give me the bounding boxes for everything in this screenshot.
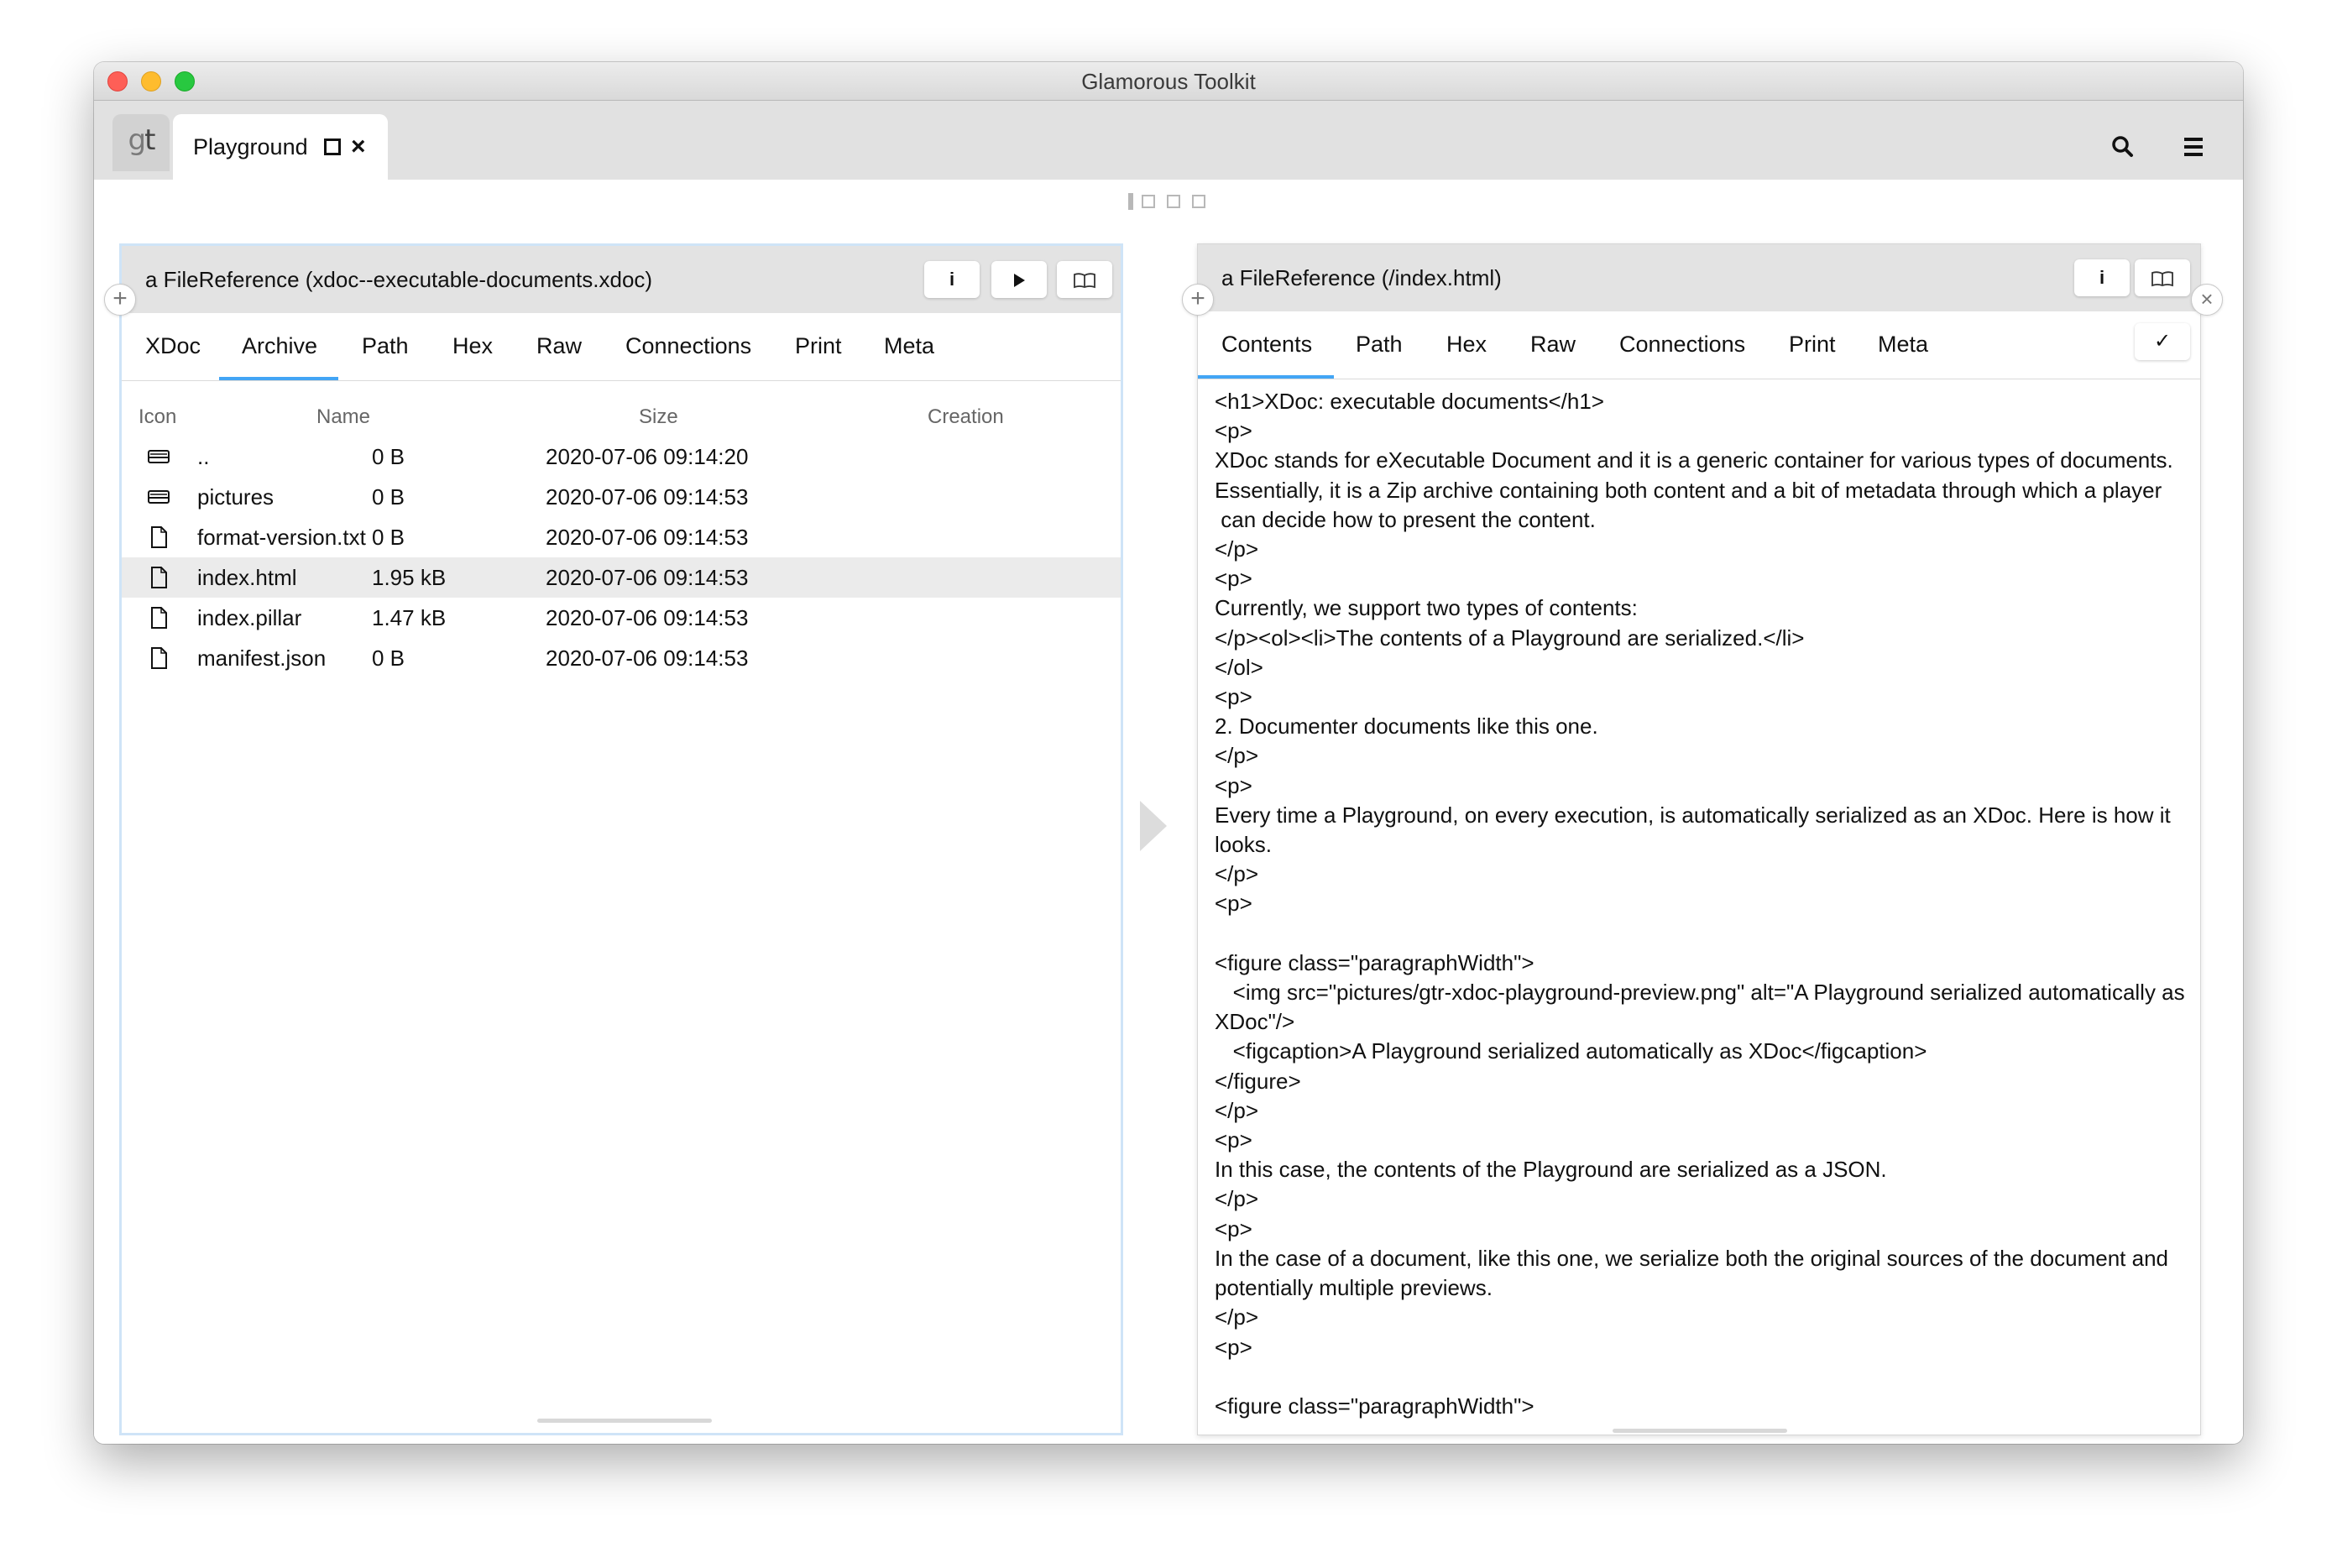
row-creation: 2020-07-06 09:14:53 [546,565,749,590]
row-name: .. [197,444,210,469]
file-icon [147,525,170,549]
row-name: manifest.json [197,645,327,671]
info-button[interactable]: i [924,261,980,298]
gt-logo[interactable] [112,114,170,171]
file-icon [147,566,170,589]
book-icon [2151,270,2173,287]
active-tab-indicator [1198,375,1334,379]
right-inspector-pane [1197,243,2201,1435]
table-row[interactable] [122,598,1121,638]
tab-meta[interactable]: Meta [1878,332,1929,357]
play-button[interactable] [991,261,1047,298]
close-pane-button[interactable]: × [2191,284,2223,316]
row-creation: 2020-07-06 09:14:53 [546,484,749,510]
horizontal-scrollbar[interactable] [1613,1429,1787,1433]
drive-icon [147,445,170,468]
tab-hex[interactable]: Hex [452,333,494,358]
play-icon [1012,273,1026,288]
row-name: index.html [197,565,297,590]
tab-print[interactable]: Print [1789,332,1836,357]
book-button[interactable] [2135,259,2190,296]
view-tabs [122,313,1121,381]
tab-path[interactable]: Path [362,333,409,358]
tab-xdoc[interactable]: XDoc [145,333,201,358]
table-row[interactable] [122,436,1121,477]
window-title: Glamorous Toolkit [1081,69,1256,94]
row-size: 0 B [372,444,405,469]
horizontal-scrollbar[interactable] [537,1419,712,1423]
row-size: 0 B [372,645,405,671]
close-tab-icon[interactable]: × [351,133,366,160]
tab-archive[interactable]: Archive [242,333,318,358]
active-tab-indicator [219,377,338,380]
pane-title: a FileReference (xdoc--executable-documents.xdoc) [145,267,653,292]
gt-logo-t: t [144,123,154,157]
tab-connections[interactable]: Connections [1619,332,1746,357]
pane-header [1198,244,2200,311]
table-row[interactable] [122,517,1121,557]
file-contents-text[interactable]: <h1>XDoc: executable documents</h1> <p> XDoc stands for eXecutable Document and it is a generic container for various types of documents. Essentially, it is a Zip archive containing both content and a bit of metadata through which a player can decide how to present the content. </p> <p> Currently, we support two types of contents: </p><ol><li>The contents of a Playground are serialized.</li> </ol> <p> 2. Documenter documents like this one. </p> <p> Every time a Playground, on every execution, is automatically serialized as an XDoc. Here is how it looks. </p> <p> <figure class="paragraphWidth"> <img src="pictures/gtr-xdoc-playground-preview.png" alt="A Playground serialized automatically as XDoc"/> <figcaption>A Playground serialized automatically as XDoc</figcaption> </figure> </p> <p> In this case, the contents of the Playground are serialized as a JSON. </p> <p> In the case of a document, like this one, we serialize both the original sources of the document and potentially multiple previews. </p> <p> <figure class="paragraphWidth"> [1215,389,2185,1419]
row-size: 1.47 kB [372,605,447,630]
row-name: pictures [197,484,274,510]
pane-header [122,246,1121,313]
tab-path[interactable]: Path [1356,332,1403,357]
column-header-creation[interactable]: Creation [928,405,1004,428]
row-name: index.pillar [197,605,302,630]
search-icon[interactable] [2110,134,2136,159]
info-button[interactable]: i [2074,259,2130,296]
column-header-size[interactable]: Size [639,405,678,428]
drive-icon [147,485,170,509]
add-right-pane-button[interactable]: + [1182,284,1214,316]
title-bar [94,62,2243,101]
row-creation: 2020-07-06 09:14:53 [546,645,749,671]
pager-page-icon[interactable] [1192,195,1205,208]
gt-logo-g: g [128,123,145,157]
row-size: 1.95 kB [372,565,447,590]
column-header-icon[interactable]: Icon [139,405,177,428]
add-left-pane-button[interactable]: + [104,284,136,316]
app-window [94,62,2243,1444]
table-row[interactable] [122,638,1121,678]
tab-print[interactable]: Print [795,333,842,358]
tab-playground[interactable] [173,114,388,180]
tab-raw[interactable]: Raw [1530,332,1576,357]
content-area [94,180,2243,1444]
accept-button[interactable]: ✓ [2135,323,2190,360]
row-creation: 2020-07-06 09:14:53 [546,605,749,630]
book-button[interactable] [1057,261,1112,298]
table-row[interactable] [122,477,1121,517]
tab-raw[interactable]: Raw [536,333,583,358]
row-size: 0 B [372,484,405,510]
tab-hex[interactable]: Hex [1446,332,1487,357]
tab-connections[interactable]: Connections [625,333,752,358]
file-icon [147,646,170,670]
pager-bar-icon [1128,193,1133,210]
book-icon [1074,272,1095,289]
row-creation: 2020-07-06 09:14:20 [546,444,749,469]
file-icon [147,606,170,630]
view-tabs [1198,311,2200,379]
hamburger-menu-icon[interactable] [2184,138,2203,156]
row-size: 0 B [372,525,405,550]
column-header-name[interactable]: Name [316,405,371,428]
left-inspector-pane [119,243,1123,1435]
tab-meta[interactable]: Meta [884,333,935,358]
pane-title: a FileReference (/index.html) [1221,265,1502,290]
tab-contents[interactable]: Contents [1221,332,1313,357]
table-row[interactable] [122,557,1121,598]
pager-page-icon[interactable] [1142,195,1155,208]
pane-splitter-arrow-icon[interactable] [1140,801,1167,851]
maximize-tab-icon[interactable] [324,139,341,155]
tab-label: Playground [193,134,308,159]
tab-bar [94,101,2243,180]
row-creation: 2020-07-06 09:14:53 [546,525,749,550]
row-name: format-version.txt [197,525,366,550]
pager-page-icon[interactable] [1167,195,1180,208]
